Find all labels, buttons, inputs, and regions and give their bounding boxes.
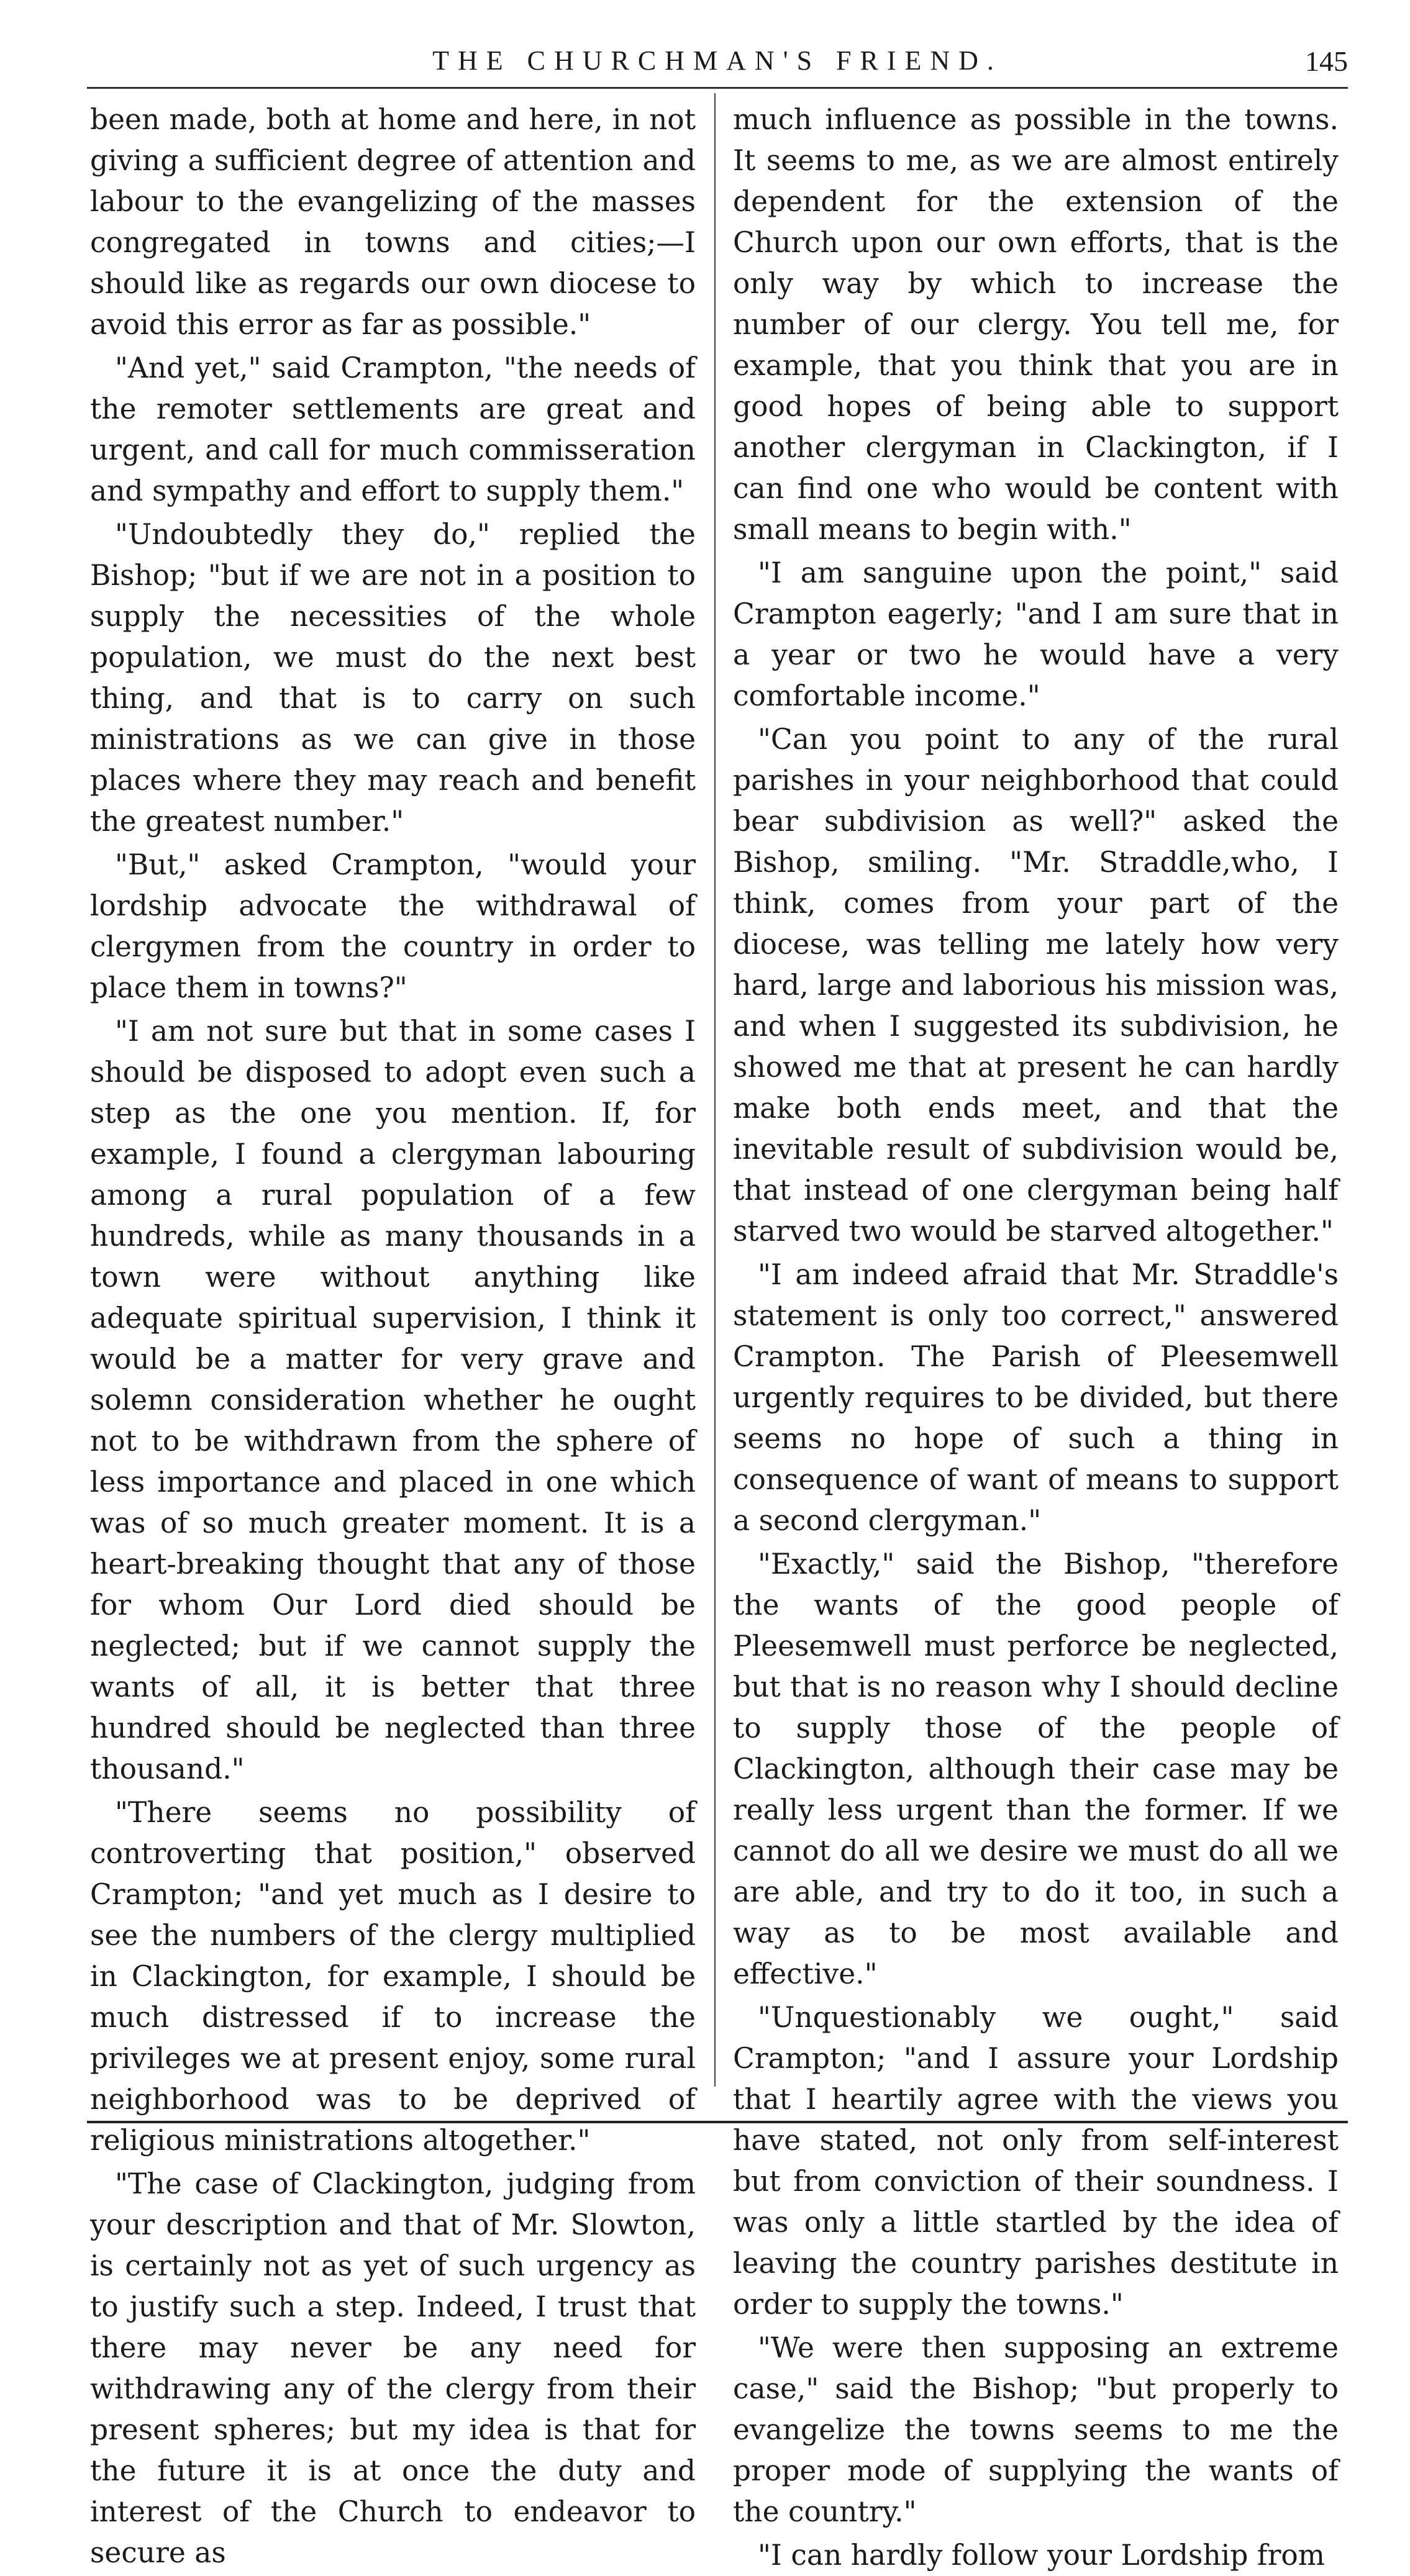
- paragraph: been made, both at home and here, in not giving a sufficient degree of attention and labour to the evangelizing of the masses congregated in towns and cities;—I should like as regards our own diocese to avoid this error as far as possible.": [90, 103, 696, 341]
- paragraph: "The case of Clackington, judging from your description and that of Mr. Slowton, is certainly not as yet of such urgency as to justify such a step. Indeed, I trust that there may never be any need for withdrawing any of the clergy from their present spheres; but my idea is that for the future it is at once the duty and interest of the Church to endeavor to secure as: [90, 2167, 696, 2569]
- paragraph: "I am indeed afraid that Mr. Straddle's statement is only too correct," answered Crampton. The Parish of Pleesemwell urgently requires to be divided, but there seems no hope of such a thing in consequence of want of means to support a second clergyman.": [733, 1258, 1339, 1537]
- paragraph: "We were then supposing an extreme case," said the Bishop; "but properly to evangelize the towns seems to me the proper mode of supplying the wants of the country.": [733, 2331, 1339, 2528]
- header-rule: [87, 87, 1348, 89]
- paragraph: "I can hardly follow your Lordship from: [758, 2539, 1325, 2572]
- paragraph: much influence as possible in the towns. It seems to me, as we are almost entirely dependent for the extension of the Church upon our own efforts, that is the only way by which to increase the number of our clergy. You tell me, for example, that you think that you are in good hopes of being able to support another clergyman in Clackington, if I can find one who would be content with small means to begin with.": [733, 103, 1339, 546]
- paragraph: "But," asked Crampton, "would your lordship advocate the withdrawal of clergymen from the country in order to place them in towns?": [90, 848, 696, 1004]
- paragraph: "I am not sure but that in some cases I should be disposed to adopt even such a step as the one you mention. If, for example, I found a clergyman labouring among a rural population of a few hundreds, while as many thousands in a town were without anything like adequate spiritual supervision, I think it would be a matter for very grave and solemn consideration whether he ought not to be withdrawn from the sphere of less importance and placed in one which was of so much greater moment. It is a heart-breaking thought that any of those for whom Our Lord died should be neglected; but if we cannot supply the wants of all, it is better that three hundred should be neglected than three thousand.": [90, 1015, 696, 1785]
- paragraph: "Exactly," said the Bishop, "therefore the wants of the good people of Pleesemwell must perforce be neglected, but that is no reason why I should decline to supply those of the people of Clackington, although their case may be really less urgent than the former. If we cannot do all we desire we must do all we are able, and try to do it too, in such a way as to be most available and effective.": [733, 1548, 1339, 1990]
- paragraph: "I am sanguine upon the point," said Crampton eagerly; "and I am sure that in a year or two he would have a very comfortable income.": [733, 556, 1339, 712]
- paragraph: "Can you point to any of the rural parishes in your neighborhood that could bear subdivision as well?" asked the Bishop, smiling. "Mr. Straddle,who, I think, comes from your part of the diocese, was telling me lately how very hard, large and laborious his mission was, and when I suggested its subdivision, he showed me that at present he can hardly make both ends meet, and that the inevitable result of subdivision would be, that instead of one clergyman being half starved two would be starved altogether.": [733, 723, 1339, 1248]
- paragraph: "Undoubtedly they do," replied the Bishop; "but if we are not in a position to supply the necessities of the whole population, we must do the next best thing, and that is to carry on such ministrations as we can give in those places where they may reach and benefit the greatest number.": [90, 518, 696, 838]
- paragraph: "There seems no possibility of controverting that position," observed Crampton; "and yet much as I desire to see the numbers of the clergy multiplied in Clackington, for example, I should be much distressed if to increase the privileges we at present enjoy, some rural neighborhood was to be deprived of religious ministrations altogether.": [90, 1796, 696, 2157]
- left-column: [90, 99, 696, 2569]
- running-title: THE CHURCHMAN'S FRIEND.: [432, 45, 1003, 76]
- paragraph: "And yet," said Crampton, "the needs of the remoter settlements are great and urgent, and call for much commisseration and sympathy and effort to supply them.": [90, 351, 696, 507]
- page-header: [87, 45, 1348, 88]
- page-number: 145: [1305, 45, 1348, 77]
- paragraph: "Unquestionably we ought," said Crampton; "and I assure your Lordship that I heartily agree with the views you have stated, not only from self-interest but from conviction of their soundness. I was only a little startled by the idea of leaving the country parishes destitute in order to supply the towns.": [733, 2001, 1339, 2321]
- footer-rule: [87, 2121, 1348, 2123]
- column-divider: [714, 93, 716, 2087]
- right-column: [733, 99, 1339, 2572]
